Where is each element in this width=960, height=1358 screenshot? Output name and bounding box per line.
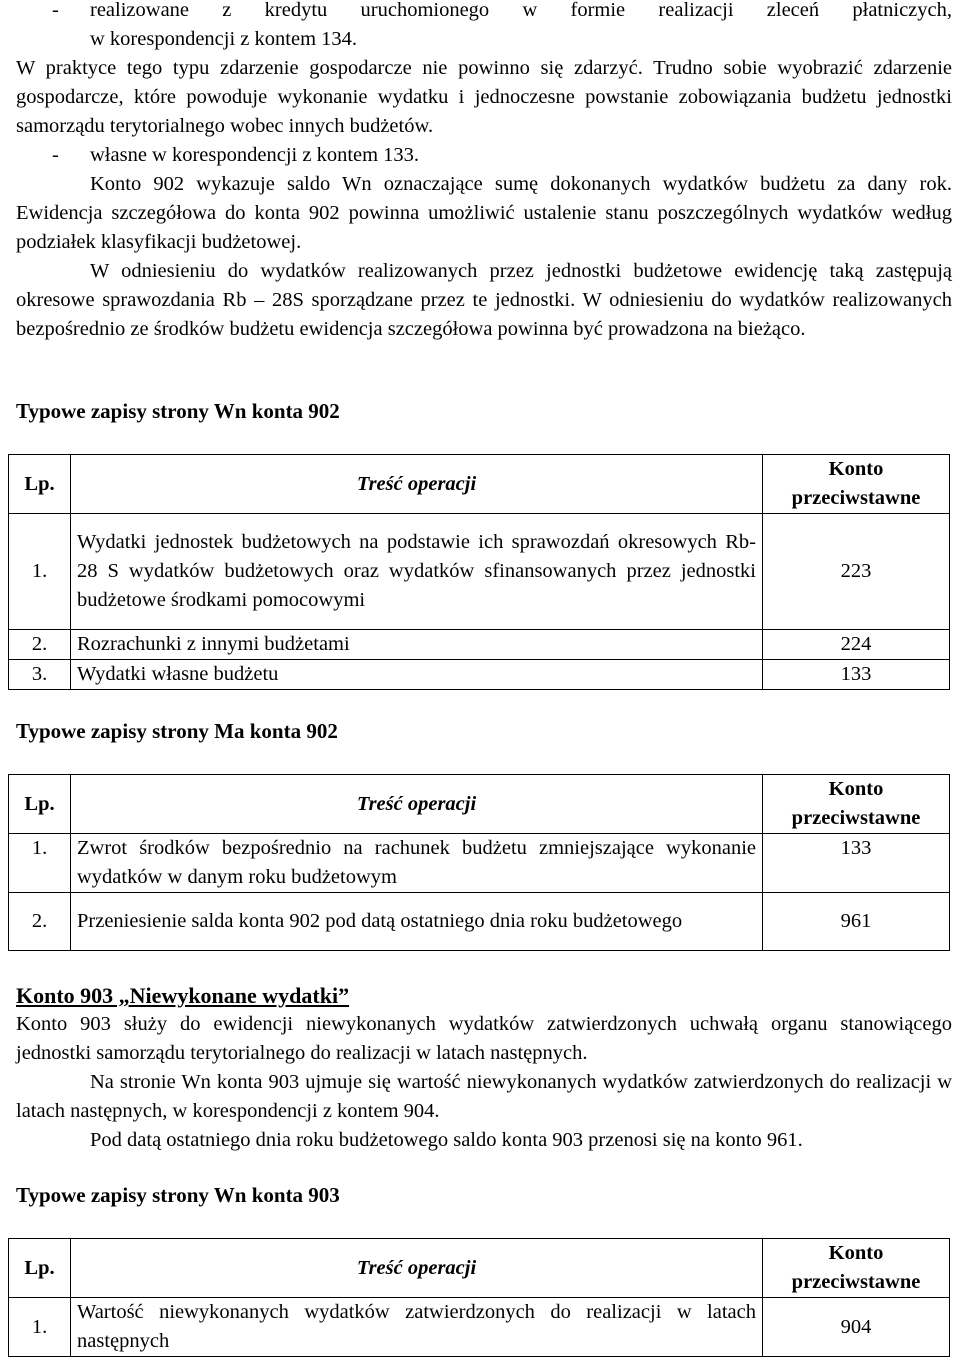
list-item	[16, 141, 952, 170]
column-header-konto	[763, 455, 950, 514]
paragraph: Pod datą ostatniego dnia roku budżetowego saldo konta 903 przenosi się na konto 961.	[90, 1129, 803, 1151]
konto-903-description	[16, 1010, 952, 1155]
row-konto: 133	[763, 660, 950, 690]
list-item	[16, 0, 952, 25]
table-row	[9, 514, 950, 630]
paragraph: Na stronie Wn konta 903 ujmuje się wartość niewykonanych wydatków zatwierdzonych do realizacji w latach następnych, w korespondencji z kontem 904.	[16, 1071, 952, 1122]
table-row	[9, 1298, 950, 1357]
table-row	[9, 660, 950, 690]
row-konto: 224	[763, 630, 950, 660]
column-header-konto-line1: Konto	[828, 458, 884, 480]
row-text: Wydatki jednostek budżetowych na podstawie ich sprawozdań okresowych Rb- 28 S wydatków budżetowych oraz wydatków sfinansowanych przez jednostki budżetowe środkami pomocowymi	[71, 514, 763, 630]
paragraph: W odniesieniu do wydatków realizowanych przez jednostki budżetowe ewidencję taką zastępują okresowe sprawozdania Rb – 28S sporządzane przez te jednostki. W odniesieniu do wydatków realizowanych bezpośrednio ze środków budżetu ewidencja szczegółowa powinna być prowadzona na bieżąco.	[16, 260, 952, 340]
column-header-lp: Lp.	[9, 1239, 71, 1298]
column-header-konto-line1: Konto	[828, 778, 884, 800]
column-header-konto-line1: Konto	[828, 1242, 884, 1264]
entries-table	[8, 454, 950, 690]
column-header-lp: Lp.	[9, 775, 71, 834]
entries-table	[8, 774, 950, 951]
row-konto: 133	[763, 834, 950, 893]
column-header-konto-line2: przeciwstawne	[791, 1271, 921, 1293]
table-row	[9, 893, 950, 951]
table-row	[9, 834, 950, 893]
row-lp: 2.	[9, 893, 71, 951]
row-text: Wartość niewykonanych wydatków zatwierdzonych do realizacji w latach następnych	[71, 1298, 763, 1357]
row-lp: 1.	[9, 834, 71, 893]
list-item-text: własne w korespondencji z kontem 133.	[90, 144, 420, 166]
table-row	[9, 630, 950, 660]
table-header-row	[9, 775, 950, 834]
row-konto: 961	[763, 893, 950, 951]
column-header-konto-line2: przeciwstawne	[791, 807, 921, 829]
column-header-konto	[763, 1239, 950, 1298]
paragraph: Konto 903 służy do ewidencji niewykonanych wydatków zatwierdzonych uchwałą organu stanowiącego jednostki samorządu terytorialnego do realizacji w latach następnych.	[16, 1013, 952, 1064]
row-text: Zwrot środków bezpośrednio na rachunek budżetu zmniejszające wykonanie wydatków w danym roku budżetowym	[71, 834, 763, 893]
row-text: Wydatki własne budżetu	[71, 660, 763, 690]
section-heading: Typowe zapisy strony Wn konta 903	[16, 1183, 340, 1207]
column-header-lp: Lp.	[9, 455, 71, 514]
row-lp: 1.	[9, 514, 71, 630]
list-item-text: realizowane z kredytu uruchomionego w formie realizacji zleceń płatniczych,	[90, 0, 952, 21]
intro-block	[16, 0, 952, 344]
list-dash: -	[52, 144, 59, 166]
column-header-tresc: Treść operacji	[71, 775, 763, 834]
table-header-row	[9, 1239, 950, 1298]
section-heading: Typowe zapisy strony Wn konta 902	[16, 399, 340, 423]
row-text: Rozrachunki z innymi budżetami	[71, 630, 763, 660]
row-lp: 2.	[9, 630, 71, 660]
column-header-konto-line2: przeciwstawne	[791, 487, 921, 509]
account-heading: Konto 903 „Niewykonane wydatki”	[16, 983, 350, 1008]
column-header-konto	[763, 775, 950, 834]
row-konto: 223	[763, 514, 950, 630]
table-header-row	[9, 455, 950, 514]
list-item-continuation: w korespondencji z kontem 134.	[90, 28, 358, 50]
paragraph: Konto 902 wykazuje saldo Wn oznaczające sumę dokonanych wydatków budżetu za dany rok. Ewidencja szczegółowa do konta 902 powinna umożliwić ustalenie stanu poszczególnych wydatków według podziałek klasyfikacji budżetowej.	[16, 173, 952, 253]
list-dash: -	[52, 0, 59, 21]
entries-table	[8, 1238, 950, 1357]
row-text: Przeniesienie salda konta 902 pod datą ostatniego dnia roku budżetowego	[71, 893, 763, 951]
paragraph: W praktyce tego typu zdarzenie gospodarcze nie powinno się zdarzyć. Trudno sobie wyobrazić zdarzenie gospodarcze, które powoduje wykonanie wydatku i jednoczesne powstanie zobowiązania budżetu jednostki samorządu terytorialnego wobec innych budżetów.	[16, 57, 952, 137]
column-header-tresc: Treść operacji	[71, 455, 763, 514]
section-heading: Typowe zapisy strony Ma konta 902	[16, 719, 338, 743]
column-header-tresc: Treść operacji	[71, 1239, 763, 1298]
row-konto: 904	[763, 1298, 950, 1357]
row-lp: 3.	[9, 660, 71, 690]
row-lp: 1.	[9, 1298, 71, 1357]
